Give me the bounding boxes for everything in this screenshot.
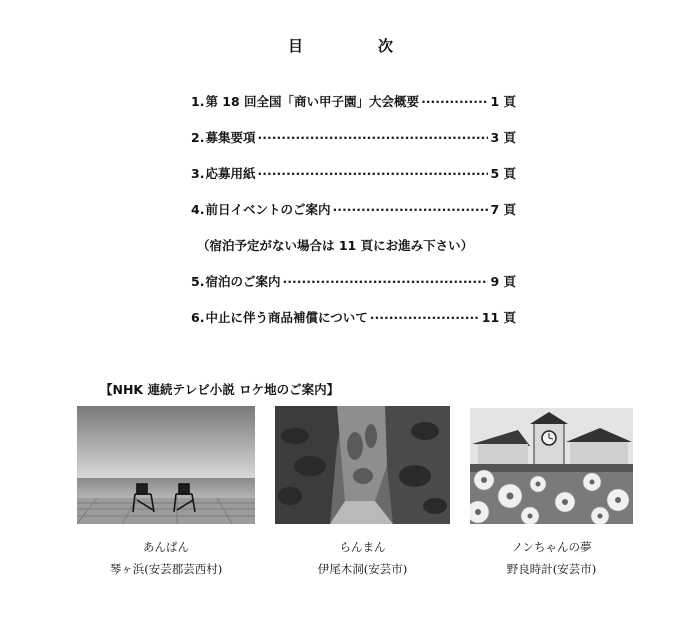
toc-number: 3. — [191, 166, 205, 181]
cave-gorge-photo — [275, 406, 450, 524]
toc-label: 中止に伴う商品補償について — [205, 310, 368, 325]
toc-leader-dots — [421, 94, 488, 109]
toc-page: 1 頁 — [490, 94, 516, 109]
location-place: 野良時計(安芸市) — [506, 562, 597, 576]
toc-number: 2. — [191, 130, 205, 145]
toc-leader-dots — [257, 130, 488, 145]
toc-row — [191, 308, 516, 344]
table-of-contents — [191, 92, 516, 344]
toc-leader-dots — [257, 166, 488, 181]
toc-leader-dots — [332, 202, 488, 217]
toc-label: 募集要項 — [205, 130, 256, 145]
toc-label: 前日イベントのご案内 — [205, 202, 331, 217]
location-caption — [470, 536, 633, 580]
location-place: 伊尾木洞(安芸市) — [317, 562, 408, 576]
drama-title: らんまん — [339, 540, 386, 554]
toc-number: 4. — [191, 202, 205, 217]
toc-page: 7 頁 — [490, 202, 516, 217]
location-caption — [77, 536, 255, 580]
toc-number: 1. — [191, 94, 205, 109]
toc-note: （宿泊予定がない場合は 11 頁にお進み下さい） — [197, 238, 474, 253]
toc-page: 5 頁 — [490, 166, 516, 181]
toc-label: 宿泊のご案内 — [205, 274, 281, 289]
toc-page: 11 頁 — [481, 310, 516, 325]
toc-leader-dots — [282, 274, 488, 289]
toc-number: 6. — [191, 310, 205, 325]
toc-row — [191, 164, 516, 200]
toc-number: 5. — [191, 274, 205, 289]
toc-page: 9 頁 — [490, 274, 516, 289]
page-title: 目 次 — [287, 37, 423, 55]
toc-row — [191, 200, 516, 236]
location-caption — [275, 536, 450, 580]
toc-row — [191, 272, 516, 308]
drama-title: ノンちゃんの夢 — [511, 540, 592, 554]
location-heading: 【NHK 連続テレビ小説 ロケ地のご案内】 — [100, 382, 340, 397]
toc-row — [191, 92, 516, 128]
toc-label: 応募用紙 — [205, 166, 256, 181]
clock-tower-photo — [470, 408, 633, 524]
toc-page: 3 頁 — [490, 130, 516, 145]
toc-leader-dots — [370, 310, 480, 325]
toc-label: 第 18 回全国「商い甲子園」大会概要 — [205, 94, 420, 109]
toc-row — [191, 128, 516, 164]
location-place: 琴ヶ浜(安芸郡芸西村) — [109, 562, 223, 576]
beach-chairs-photo — [77, 406, 255, 524]
drama-title: あんぱん — [143, 540, 189, 554]
